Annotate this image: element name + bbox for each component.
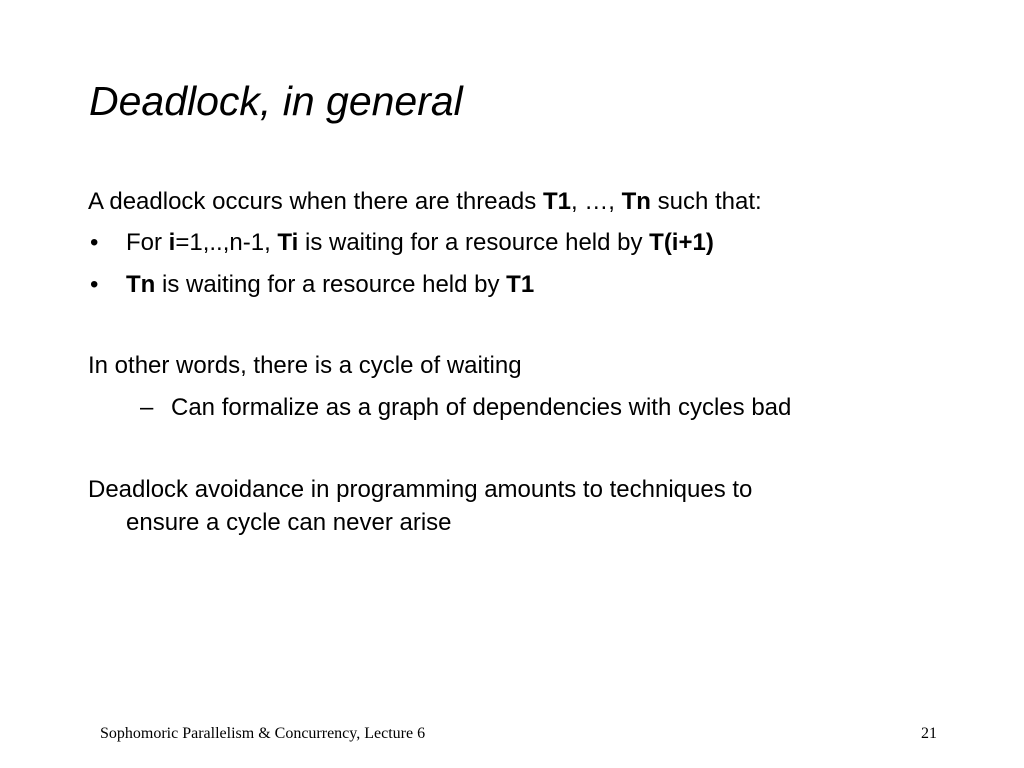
bullet-1-part2: =1,..,n-1, (175, 229, 278, 256)
bullet-1-marker: • (90, 229, 99, 256)
other-words-text: In other words, there is a cycle of waiting (88, 352, 522, 379)
bullet-2-part1: is waiting for a resource held by (155, 271, 507, 298)
bullet-2-tn: Tn (126, 271, 156, 298)
bullet-2-t1: T1 (506, 271, 535, 298)
bullet-1-i: i (168, 229, 176, 256)
intro-part2: , …, (570, 188, 622, 215)
footer-page-number: 21 (921, 725, 937, 742)
slide-title: Deadlock, in general (89, 78, 463, 124)
avoidance-line-1: Deadlock avoidance in programming amounts to techniques to (88, 476, 753, 503)
sub-point-text: Can formalize as a graph of dependencies with cycles bad (171, 394, 792, 421)
bullet-1-tnext: T(i+1) (649, 229, 714, 256)
intro-part3: such that: (650, 188, 762, 215)
bullet-1-part3: is waiting for a resource held by (298, 229, 650, 256)
bullet-1-part1: For (126, 229, 169, 256)
avoidance-line-2: ensure a cycle can never arise (126, 509, 452, 536)
intro-text (88, 187, 762, 217)
intro-tn: Tn (621, 188, 651, 215)
bullet-2-text (126, 270, 534, 300)
bullet-2-marker: • (90, 271, 99, 298)
bullet-1-text (126, 228, 714, 258)
intro-part1: A deadlock occurs when there are threads (88, 188, 543, 215)
sub-point-marker: – (140, 394, 154, 421)
intro-t1: T1 (542, 188, 571, 215)
footer-course: Sophomoric Parallelism & Concurrency, Lecture 6 (100, 725, 426, 742)
bullet-1-ti: Ti (277, 229, 299, 256)
